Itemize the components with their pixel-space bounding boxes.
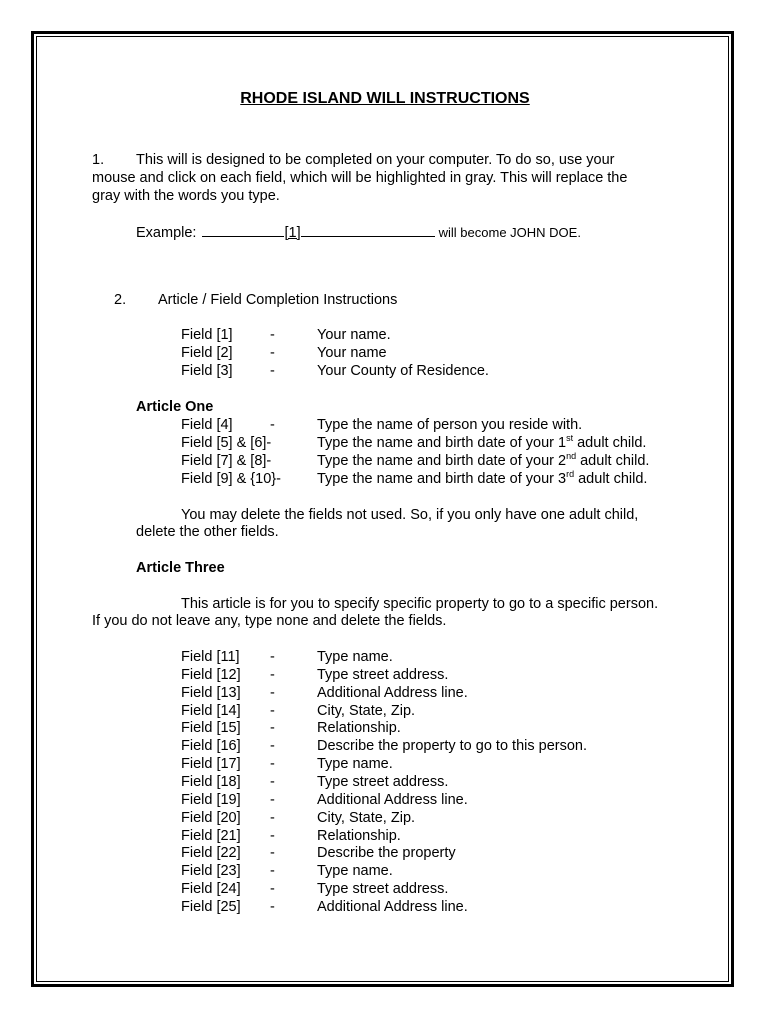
field-label: Field [15] bbox=[181, 720, 241, 737]
field-dash: - bbox=[270, 791, 275, 808]
field-dash: - bbox=[270, 827, 275, 844]
field-dash: - bbox=[270, 702, 275, 719]
article-one-heading: Article One bbox=[136, 399, 214, 415]
field-description: Your County of Residence. bbox=[317, 363, 489, 379]
field-label: Field [21] bbox=[181, 827, 241, 844]
field-label: Field [4] bbox=[181, 417, 233, 433]
field-description: Additional Address line. bbox=[317, 791, 468, 808]
field-description: Type name. bbox=[317, 756, 393, 773]
section2-number: 2. bbox=[114, 292, 127, 308]
field-dash: - bbox=[270, 863, 275, 880]
description-text: Type the name and birth date of your 2 bbox=[317, 453, 567, 469]
field-dash: - bbox=[270, 684, 275, 701]
section1-line2: mouse and click on each field, which will be highlighted in gray. This will replace the bbox=[92, 170, 628, 186]
field-label: Field [17] bbox=[181, 756, 241, 773]
example-line bbox=[136, 223, 581, 242]
field-label: Field [3] bbox=[181, 363, 233, 379]
description-text-end: adult child. bbox=[573, 435, 647, 451]
description-text: Type the name and birth date of your 3 bbox=[317, 471, 567, 487]
article-one-note-line2: delete the other fields. bbox=[136, 524, 279, 540]
field-label: Field [2] bbox=[181, 345, 233, 361]
field-label: Field [1] bbox=[181, 327, 233, 343]
field-description: Your name bbox=[317, 345, 387, 361]
example-blank-right bbox=[301, 223, 435, 237]
field-label: Field [12] bbox=[181, 666, 241, 683]
field-label: Field [14] bbox=[181, 702, 241, 719]
field-description: Type street address. bbox=[317, 773, 449, 790]
description-text-end: adult child. bbox=[574, 471, 648, 487]
field-label: Field [20] bbox=[181, 809, 241, 826]
field-label: Field [9] & {10}- bbox=[181, 471, 281, 487]
field-dash: - bbox=[270, 417, 275, 433]
field-description: City, State, Zip. bbox=[317, 809, 416, 826]
field-dash: - bbox=[270, 363, 275, 379]
field-description: Type street address. bbox=[317, 881, 449, 898]
field-dash: - bbox=[270, 809, 275, 826]
article-three-intro-line2: If you do not leave any, type none and delete the fields. bbox=[92, 613, 447, 629]
field-label: Field [24] bbox=[181, 881, 241, 898]
field-dash: - bbox=[270, 845, 275, 862]
example-blank-left bbox=[202, 223, 284, 237]
example-label: Example: bbox=[136, 225, 197, 241]
field-dash: - bbox=[270, 881, 275, 898]
description-text-end: adult child. bbox=[576, 453, 650, 469]
field-label: Field [22] bbox=[181, 845, 241, 862]
section2-heading: Article / Field Completion Instructions bbox=[158, 292, 398, 308]
field-description: Type name. bbox=[317, 863, 393, 880]
article-one-note-line1: You may delete the fields not used. So, if you only have one adult child, bbox=[181, 507, 639, 523]
field-dash: - bbox=[270, 756, 275, 773]
field-description bbox=[317, 416, 582, 434]
field-label: Field [25] bbox=[181, 898, 241, 915]
field-description: Additional Address line. bbox=[317, 898, 468, 915]
field-description: Relationship. bbox=[317, 827, 401, 844]
field-label: Field [16] bbox=[181, 738, 241, 755]
field-description bbox=[317, 434, 646, 452]
field-dash: - bbox=[270, 738, 275, 755]
description-text: Type the name and birth date of your 1 bbox=[317, 435, 567, 451]
field-dash: - bbox=[270, 649, 275, 665]
field-description: Additional Address line. bbox=[317, 684, 468, 701]
field-dash: - bbox=[270, 898, 275, 915]
field-description bbox=[317, 452, 649, 470]
field-label: Field [13] bbox=[181, 684, 241, 701]
field-label: Field [18] bbox=[181, 773, 241, 790]
field-description: City, State, Zip. bbox=[317, 702, 416, 719]
field-dash: - bbox=[270, 327, 275, 343]
article-three-intro-line1: This article is for you to specify specific property to go to a specific person. bbox=[181, 596, 659, 612]
section1-number: 1. bbox=[92, 152, 105, 168]
example-result: will become JOHN DOE. bbox=[438, 225, 581, 240]
field-label: Field [23] bbox=[181, 863, 241, 880]
field-dash: - bbox=[270, 773, 275, 790]
field-dash: - bbox=[270, 720, 275, 737]
document-title: RHODE ISLAND WILL INSTRUCTIONS bbox=[240, 90, 530, 107]
section1-line1: This will is designed to be completed on your computer. To do so, use your bbox=[136, 152, 615, 168]
example-field: [1] bbox=[284, 225, 301, 241]
field-description: Relationship. bbox=[317, 720, 401, 737]
field-description: Describe the property bbox=[317, 845, 456, 862]
article-three-heading: Article Three bbox=[136, 560, 225, 576]
ordinal-suffix: rd bbox=[566, 469, 575, 480]
ordinal-suffix: st bbox=[566, 433, 574, 444]
section1-line3: gray with the words you type. bbox=[92, 188, 280, 204]
field-label: Field [11] bbox=[181, 649, 240, 665]
ordinal-suffix: nd bbox=[566, 451, 577, 462]
field-description bbox=[317, 470, 647, 488]
field-description: Type street address. bbox=[317, 666, 449, 683]
description-text: Type the name of person you reside with. bbox=[317, 417, 583, 433]
field-label: Field [7] & [8]- bbox=[181, 453, 272, 469]
field-dash: - bbox=[270, 345, 275, 361]
field-description: Your name. bbox=[317, 327, 391, 343]
field-dash: - bbox=[270, 666, 275, 683]
field-description: Type name. bbox=[317, 649, 393, 665]
field-label: Field [19] bbox=[181, 791, 241, 808]
field-description: Describe the property to go to this person. bbox=[317, 738, 588, 755]
field-label: Field [5] & [6]- bbox=[181, 435, 272, 451]
